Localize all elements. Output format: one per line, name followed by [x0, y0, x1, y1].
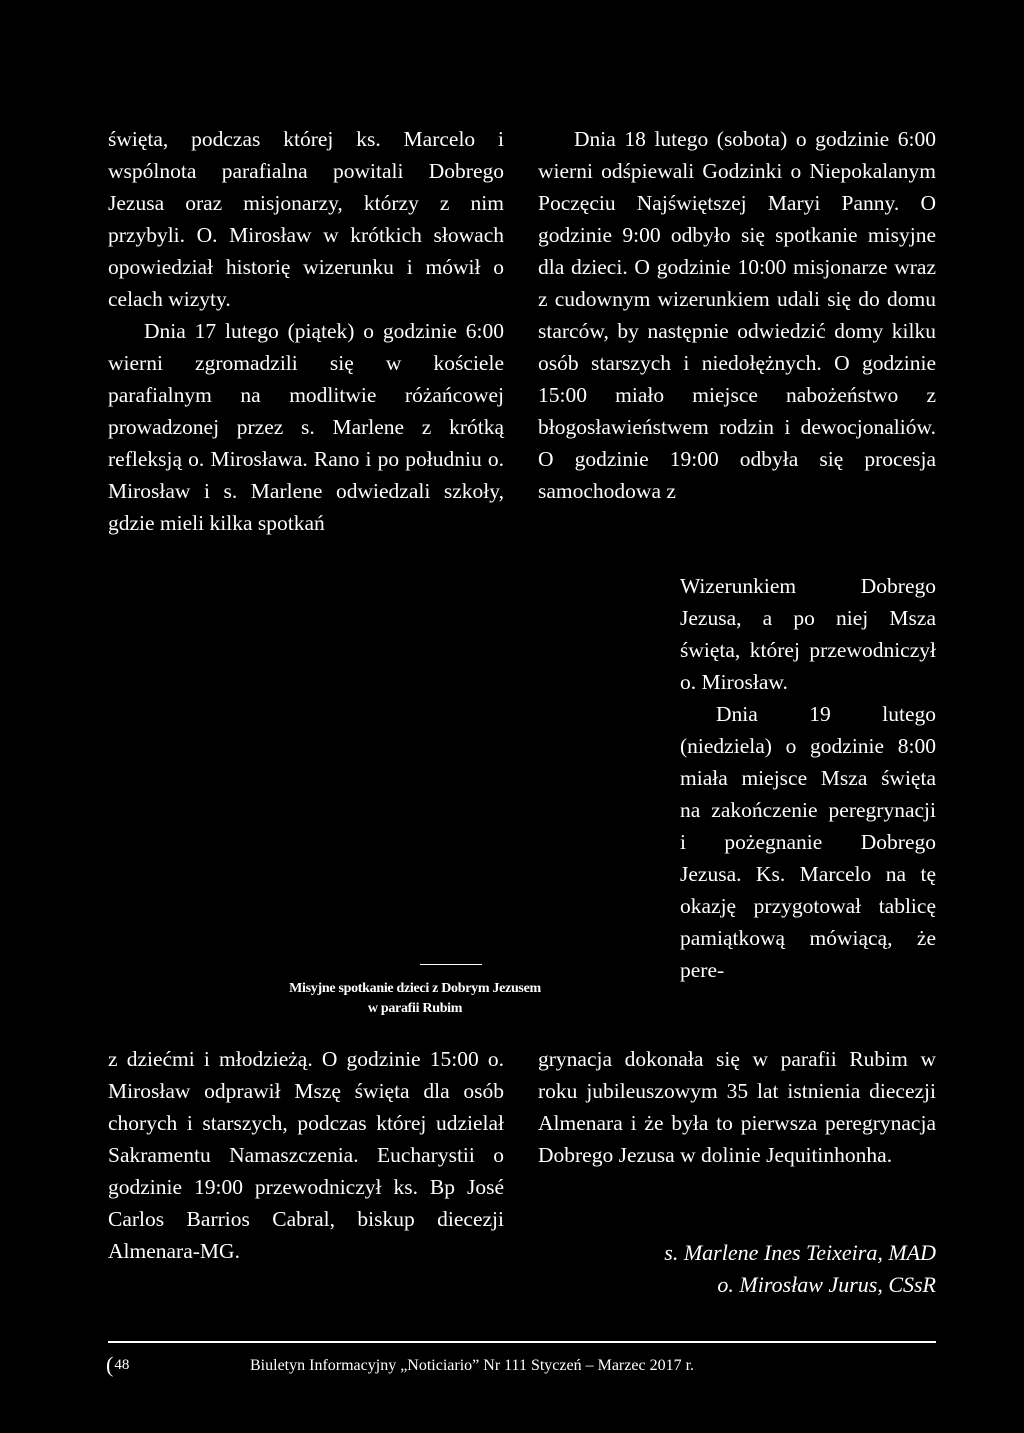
- paragraph: święta, podczas której ks. Marcelo i wspólnota parafialna powitali Dobrego Jezusa oraz misjonarzy, którzy z nim przybyli. O. Mirosław w krótkich słowach opowiedział historię wizerunku i mówił o celach wizyty.: [108, 127, 504, 311]
- right-column-bottom: [538, 1043, 936, 1171]
- signatures: [538, 1237, 936, 1301]
- caption-line: w parafii Rubim: [367, 1001, 463, 1016]
- paragraph: Dnia 18 lutego (sobota) o godzinie 6:00 wierni odśpiewali Godzinki o Niepokalanym Poczęciu Najświętszej Maryi Panny. O godzinie 9:00 odbyło się spotkanie misyjne dla dzieci. O godzinie 10:00 misjonarze wraz z cudownym wizerunkiem udali się do domu starców, by następnie odwiedzić domy kilku osób starszych i niedołężnych. O godzinie 15:00 miało miejsce nabożeństwo z błogosławieństwem rodzin i dewocjonaliów. O godzinie 19:00 odbyła się procesja samochodowa z: [538, 127, 936, 503]
- photo-caption: [280, 964, 550, 1019]
- paragraph: grynacja dokonała się w parafii Rubim w roku jubileuszowym 35 lat istnienia diecezji Almenara i że była to pierwsza peregrynacja Dobrego Jezusa w dolinie Jequitinhonha.: [538, 1047, 936, 1167]
- footer-rule: [108, 1341, 936, 1343]
- paragraph: Wizerunkiem Dobrego Jezusa, a po niej Msza święta, której przewodniczył o. Mirosław.: [680, 574, 936, 694]
- signature: s. Marlene Ines Teixeira, MAD: [664, 1240, 936, 1265]
- right-column-top: [538, 123, 936, 507]
- paragraph: Dnia 19 lutego (niedziela) o godzinie 8:00 miała miejsce Msza święta na zakończenie peregrynacji i pożegnanie Dobrego Jezusa. Ks. Marcelo na tę okazję przygotował tablicę pamiątkową mówiącą, że pere-: [680, 702, 936, 982]
- page-number-value: 48: [114, 1357, 130, 1373]
- caption-rule: [420, 964, 482, 965]
- left-column-top: [108, 123, 504, 539]
- caption-line: Misyjne spotkanie dzieci z Dobrym Jezusem: [289, 981, 541, 996]
- paragraph: Dnia 17 lutego (piątek) o godzinie 6:00 wierni zgromadzili się w kościele parafialnym na modlitwie różańcowej prowadzonej przez s. Marlene z krótką refleksją o. Mirosława. Rano i po południu o. Mirosław i s. Marlene odwiedzali szkoły, gdzie mieli kilka spotkań: [108, 319, 504, 535]
- right-column-narrow: [680, 570, 936, 986]
- footer-text: Biuletyn Informacyjny „Noticiario” Nr 111 Styczeń – Marzec 2017 r.: [250, 1357, 695, 1374]
- signature: o. Mirosław Jurus, CSsR: [717, 1272, 936, 1297]
- page-number: [106, 1352, 130, 1377]
- left-column-bottom: [108, 1043, 504, 1267]
- paragraph: z dziećmi i młodzieżą. O godzinie 15:00 o. Mirosław odprawił Mszę święta dla osób chorych i starszych, podczas której udzielał Sakramentu Namaszczenia. Eucharystii o godzinie 19:00 przewodniczył ks. Bp José Carlos Barrios Cabral, biskup diecezji Almenara-MG.: [108, 1047, 504, 1263]
- page-bracket: (: [106, 1352, 114, 1377]
